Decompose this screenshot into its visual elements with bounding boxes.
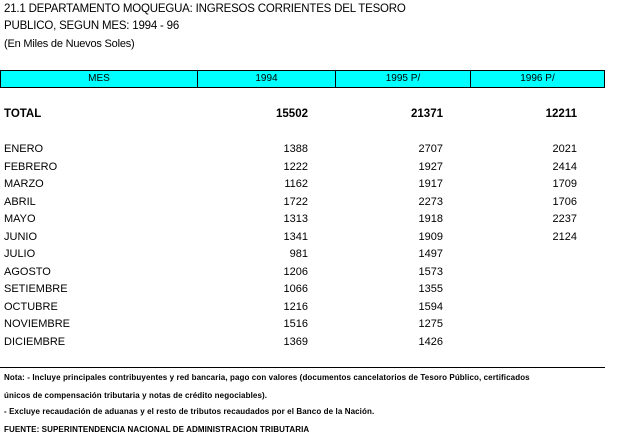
value-1995: 1497 [418, 248, 443, 260]
value-1994: 1222 [283, 160, 308, 173]
column-header-mes: MES [1, 71, 198, 87]
month-label: OCTUBRE [4, 300, 58, 313]
table-row [0, 194, 605, 211]
table-row [0, 316, 605, 333]
month-label: DICIEMBRE [4, 335, 66, 348]
table-row [0, 211, 605, 228]
table-row [0, 176, 605, 193]
note-line-1: Nota: - Incluye principales contribuyentes y red bancaria, pago con valores (documentos cancelatorios de Tesoro Público, certificados [4, 373, 530, 382]
value-1995: 2273 [418, 195, 443, 208]
month-label: JUNIO [4, 230, 37, 243]
table-row [0, 334, 605, 351]
footer-divider [0, 367, 605, 368]
table-title-line-1: 21.1 DEPARTAMENTO MOQUEGUA: INGRESOS CORRIENTES DEL TESORO [4, 3, 406, 15]
value-1996: 2021 [552, 143, 577, 155]
column-header-1996: 1996 P/ [520, 73, 555, 84]
total-1994: 15502 [276, 108, 308, 120]
value-1994: 1216 [283, 300, 308, 313]
value-1995: 1918 [418, 213, 443, 225]
total-1995: 21371 [411, 108, 443, 120]
month-label: SETIEMBRE [4, 283, 68, 295]
value-1994: 1388 [283, 143, 308, 155]
value-1995: 1355 [418, 283, 443, 295]
total-1996: 12211 [545, 108, 577, 120]
value-1994: 1313 [283, 213, 308, 225]
value-1995: 1917 [418, 178, 443, 190]
value-1994: 1162 [284, 178, 308, 190]
value-1994: 1516 [283, 318, 308, 330]
month-label: ENERO [4, 143, 44, 155]
month-label: JULIO [4, 248, 36, 260]
table-row [0, 281, 605, 298]
month-label: ABRIL [4, 195, 36, 208]
value-1994: 1206 [283, 265, 308, 278]
table-row [0, 159, 605, 176]
value-1994: 981 [289, 248, 308, 260]
value-1996: 2237 [552, 213, 577, 225]
value-1994: 1066 [283, 283, 308, 295]
table-units: (En Miles de Nuevos Soles) [4, 38, 135, 50]
value-1996: 1706 [552, 195, 577, 208]
month-label: MARZO [4, 178, 44, 190]
value-1994: 1722 [283, 195, 308, 208]
value-1995: 1426 [418, 335, 443, 348]
column-header-row [0, 70, 605, 88]
value-1994: 1341 [283, 230, 308, 243]
column-header-1994: 1994 [198, 71, 336, 87]
value-1996: 1709 [552, 178, 577, 190]
month-label: FEBRERO [4, 160, 58, 173]
table-row [0, 299, 605, 316]
source-line: FUENTE: SUPERINTENDENCIA NACIONAL DE ADMINISTRACION TRIBUTARIA [4, 425, 310, 434]
month-label: AGOSTO [4, 265, 51, 278]
total-row [0, 106, 605, 123]
value-1996: 2414 [552, 160, 577, 173]
table-title-line-2: PUBLICO, SEGUN MES: 1994 - 96 [4, 20, 180, 32]
value-1996: 2124 [552, 230, 577, 243]
value-1995: 1927 [418, 160, 443, 173]
total-label: TOTAL [4, 108, 42, 120]
table-row [0, 264, 605, 281]
value-1995: 1909 [418, 230, 443, 243]
value-1995: 2707 [418, 143, 443, 155]
note-line-2: únicos de compensación tributaria y notas de crédito negociables). [4, 391, 268, 400]
month-label: NOVIEMBRE [4, 318, 71, 330]
value-1995: 1573 [418, 265, 443, 278]
table-row [0, 141, 605, 158]
value-1994: 1369 [283, 335, 308, 348]
note-line-3: - Excluye recaudación de aduanas y el resto de tributos recaudados por el Banco de la Nación. [4, 407, 375, 416]
value-1995: 1594 [418, 300, 443, 313]
table-row [0, 246, 605, 263]
value-1995: 1275 [418, 318, 443, 330]
table-row [0, 229, 605, 246]
month-label: MAYO [4, 213, 36, 225]
column-header-1995: 1995 P/ [336, 71, 471, 87]
